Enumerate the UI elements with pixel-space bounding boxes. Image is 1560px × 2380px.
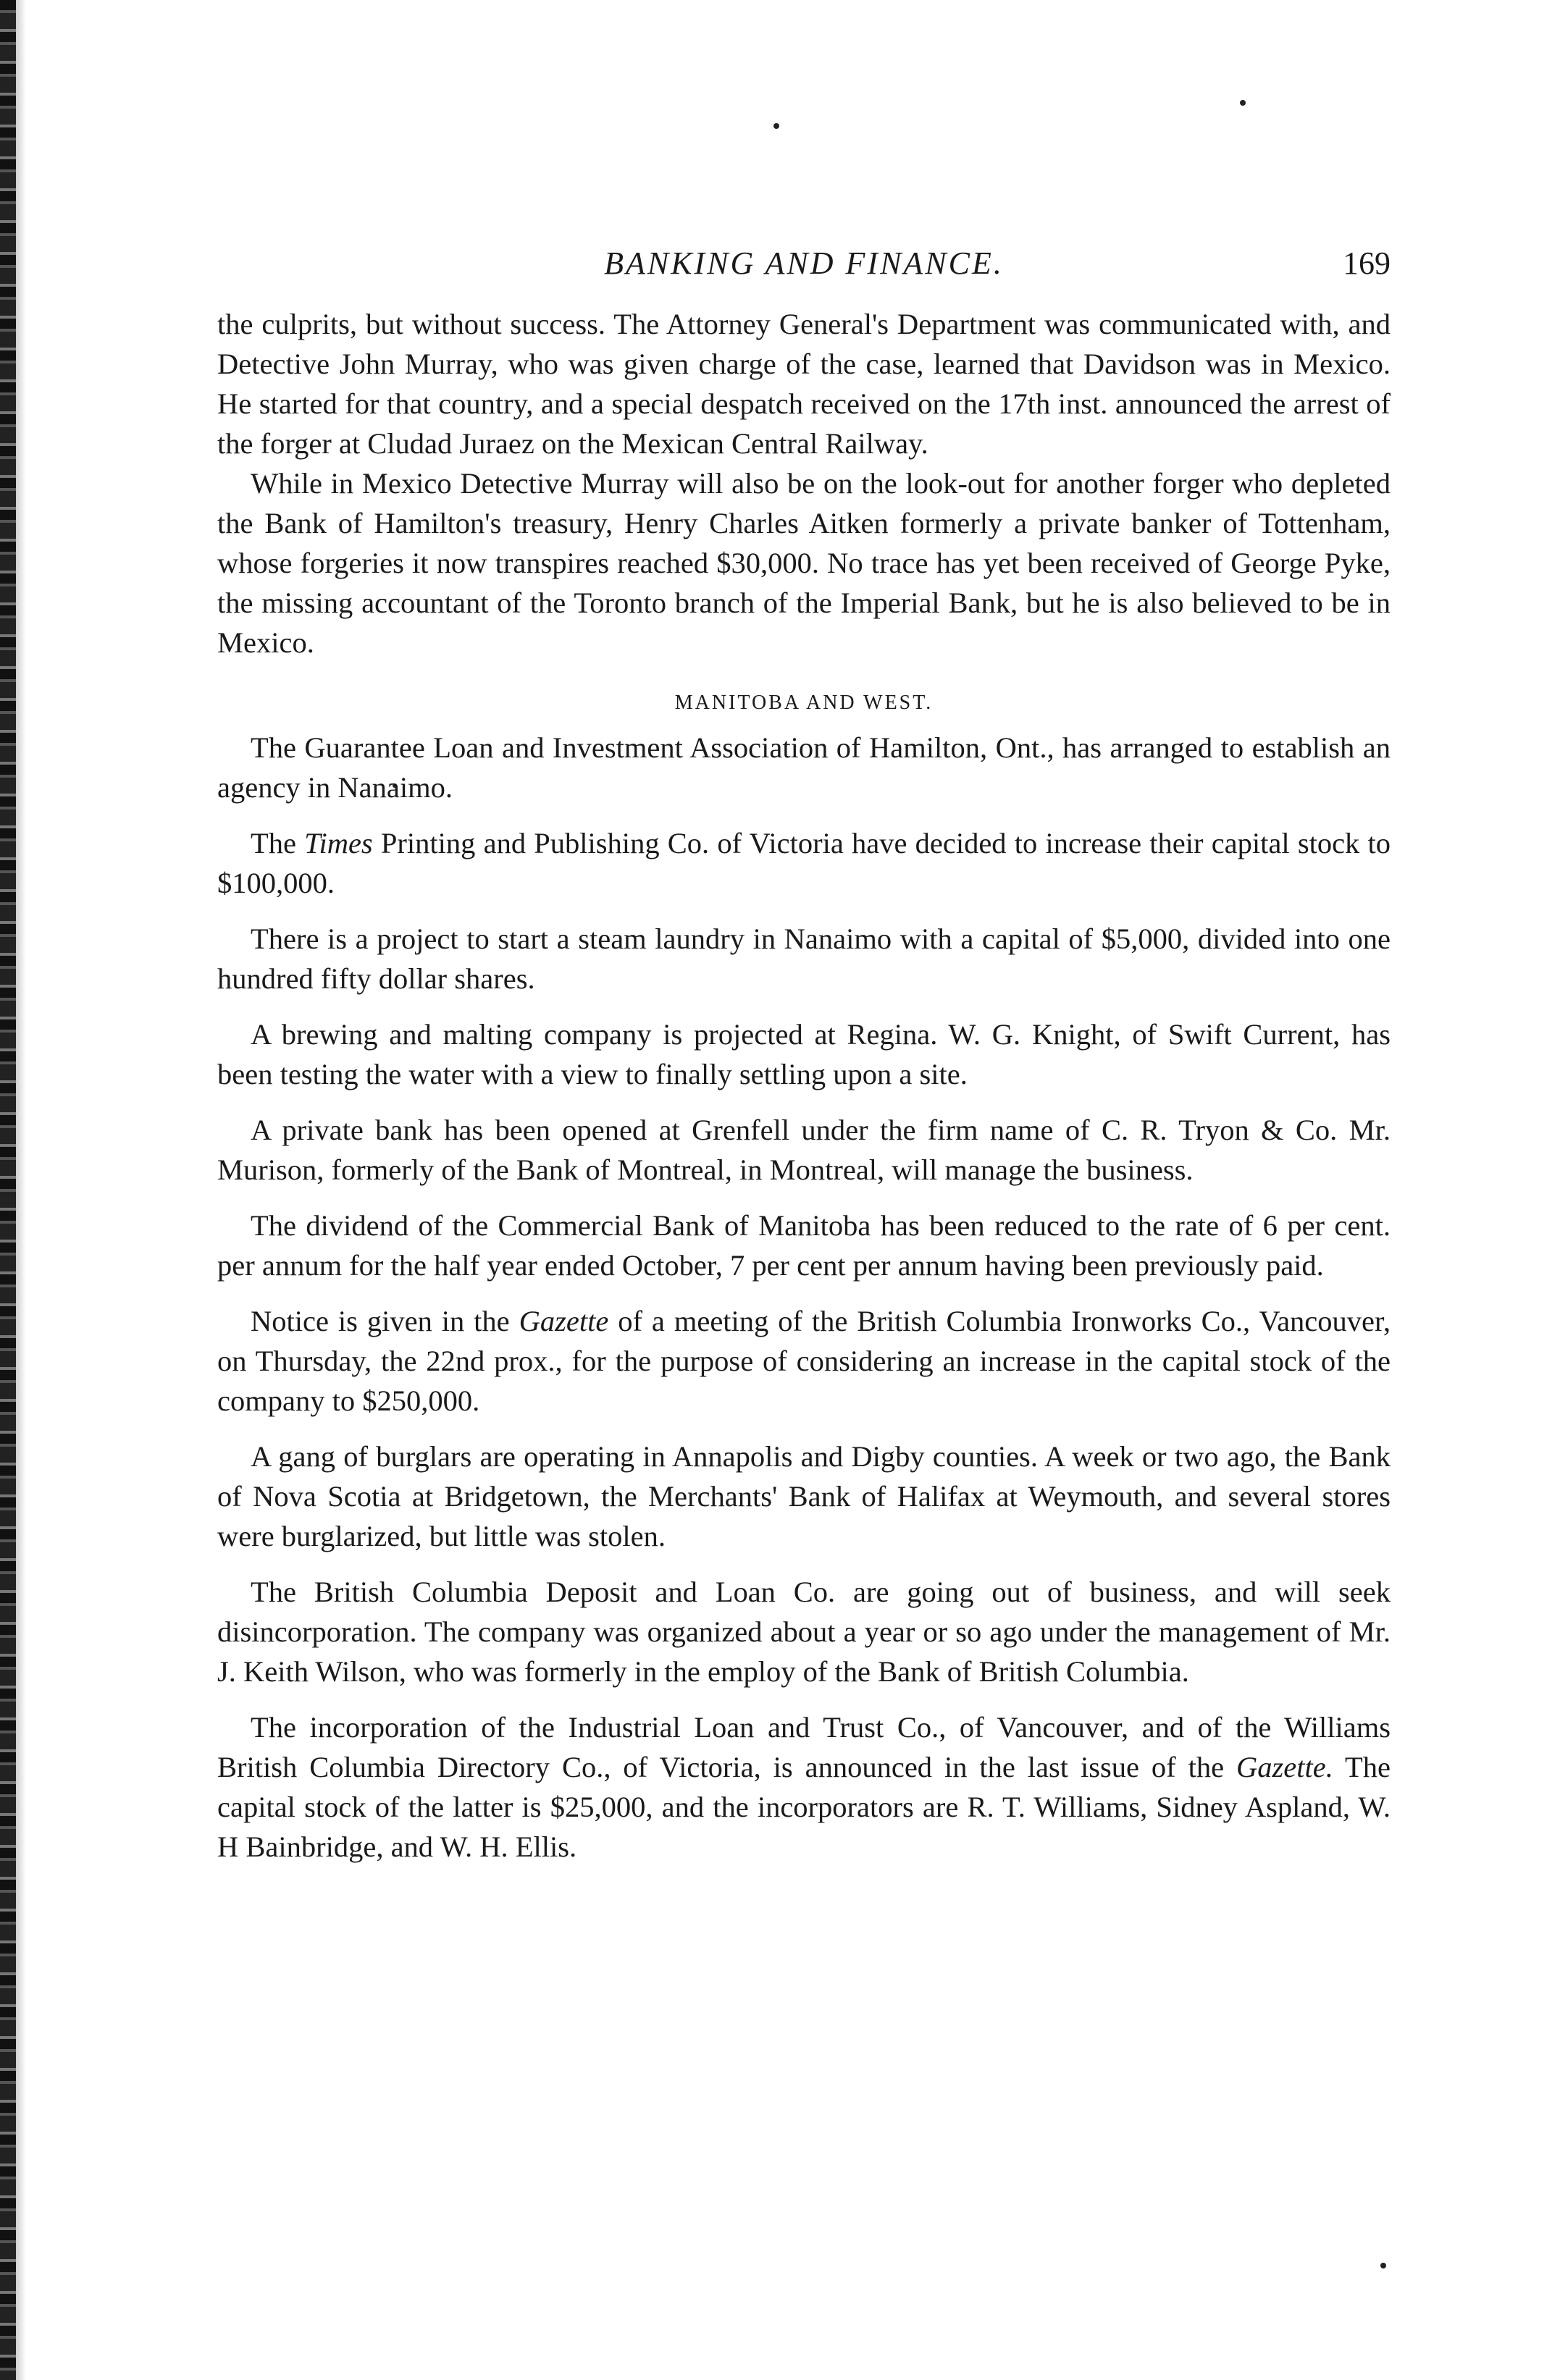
paragraph-burglars: A gang of burglars are operating in Annapolis and Digby counties. A week or two ago, the Bank of Nova Scotia at Bridgetown, the Merchants' Bank of Halifax at Weymouth, and several stores were burglarized, but little was stolen. bbox=[217, 1440, 1391, 1552]
page-speck bbox=[773, 123, 779, 129]
paragraph-gazette-notice bbox=[217, 1301, 1391, 1421]
paragraph-times-printing bbox=[217, 823, 1391, 903]
running-title: BANKING AND FINANCE. bbox=[604, 245, 1004, 281]
binding-shadow bbox=[16, 0, 26, 2380]
page-content bbox=[217, 239, 1391, 1867]
paragraph-brewing-company: A brewing and malting company is projected at Regina. W. G. Knight, of Swift Current, has been testing the water with a view to finally settling upon a site. bbox=[217, 1018, 1391, 1090]
paragraph-murray-lookout: While in Mexico Detective Murray will also be on the look-out for another forger who depleted the Bank of Hamilton's treasury, Henry Charles Aitken formerly a private banker of Tottenham, whose forgeries it now transpires reached $30,000. No trace has yet been received of George Pyke, the missing accountant of the Toronto branch of the Imperial Bank, but he is also believed to be in Mexico. bbox=[217, 467, 1391, 659]
publication-title: Gazette bbox=[519, 1305, 609, 1337]
page-speck bbox=[1380, 2263, 1386, 2268]
paragraph-deposit-loan: The British Columbia Deposit and Loan Co. are going out of business, and will seek disincorporation. The company was organized about a year or so ago under the management of Mr. J. Keith Wilson, who was formerly in the employ of the Bank of British Columbia. bbox=[217, 1576, 1391, 1688]
text-fragment: The bbox=[251, 827, 305, 859]
paragraph-private-bank: A private bank has been opened at Grenfell under the firm name of C. R. Tryon & Co. Mr. Murison, formerly of the Bank of Montreal, in Montreal, will manage the business. bbox=[217, 1114, 1391, 1186]
paragraph-incorporation bbox=[217, 1707, 1391, 1867]
page-number: 169 bbox=[1343, 245, 1391, 281]
page-speck bbox=[1240, 100, 1246, 106]
running-head bbox=[217, 239, 1391, 304]
text-fragment: Printing and Publishing Co. of Victoria have decided to increase their capital stock to $100,000. bbox=[217, 827, 1391, 899]
paragraph-steam-laundry: There is a project to start a steam laundry in Nanaimo with a capital of $5,000, divided into one hundred fifty dollar shares. bbox=[217, 922, 1391, 995]
book-binding-edge bbox=[0, 0, 16, 2380]
text-fragment: The incorporation of the Industrial Loan and Trust Co., of Vancouver, and of the Williams British Columbia Directory Co., of Victoria, is announced in the last issue of the bbox=[217, 1711, 1391, 1783]
section-heading: MANITOBA AND WEST. bbox=[674, 691, 934, 714]
publication-title: Times bbox=[304, 827, 373, 859]
paragraph-dividend: The dividend of the Commercial Bank of Manitoba has been reduced to the rate of 6 per cent. per annum for the half year ended October, 7 per cent per annum having been previously paid. bbox=[217, 1209, 1391, 1282]
paragraph-guarantee-loan: The Guarantee Loan and Investment Association of Hamilton, Ont., has arranged to establish an agency in Nanaimo. bbox=[217, 731, 1391, 804]
publication-title: Gazette. bbox=[1236, 1751, 1333, 1783]
text-fragment: of a meeting of the British Columbia Ironworks Co., Vancouver, on Thursday, the 22nd prox., for the purpose of considering an increase in the capital stock of the company to $250,000. bbox=[217, 1305, 1391, 1417]
text-fragment: The capital stock of the latter is $25,000, and the incorporators are R. T. Williams, Sidney Aspland, W. H Bainbridge, and W. H. Ellis. bbox=[217, 1751, 1391, 1863]
paragraph-culprits: the culprits, but without success. The Attorney General's Department was communicated with, and Detective John Murray, who was given charge of the case, learned that Davidson was in Mexico. He started for that country, and a special despatch received on the 17th inst. announced the arrest of the forger at Cludad Juraez on the Mexican Central Railway. bbox=[217, 308, 1391, 460]
text-fragment: Notice is given in the bbox=[251, 1305, 519, 1337]
